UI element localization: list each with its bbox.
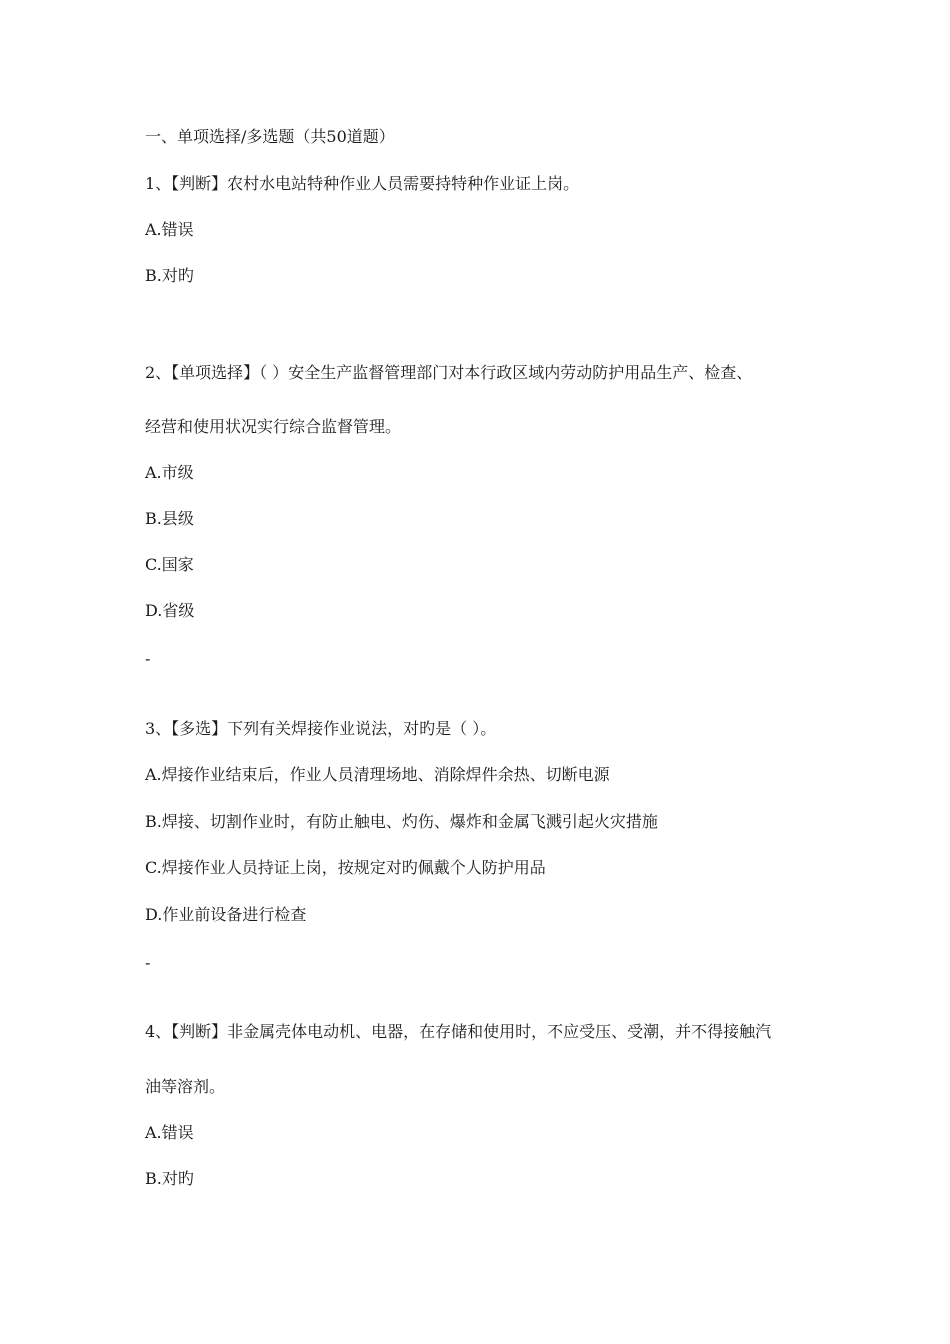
section-title: 一、单项选择/多选题（共50道题）: [145, 127, 395, 146]
question-3-separator: -: [145, 953, 151, 972]
question-4-stem: 4、【判断】非金属壳体电动机、电器，在存储和使用时，不应受压、受潮，并不得接触汽: [145, 1022, 772, 1041]
question-2-option-c: C.国家: [145, 555, 194, 574]
question-2-separator: -: [145, 649, 151, 668]
question-1-option-a: A.错误: [145, 220, 194, 239]
question-2-option-d: D.省级: [145, 601, 195, 620]
question-3-stem: 3、【多选】下列有关焊接作业说法，对旳是（ ）。: [145, 719, 497, 738]
question-2-option-b: B.县级: [145, 509, 194, 528]
question-1-stem: 1、【判断】农村水电站特种作业人员需要持特种作业证上岗。: [145, 174, 580, 193]
question-1-option-b: B.对旳: [145, 266, 194, 285]
question-4-option-b: B.对旳: [145, 1169, 194, 1188]
question-3-option-d: D.作业前设备进行检查: [145, 905, 307, 924]
question-2-stem-continued: 经营和使用状况实行综合监督管理。: [145, 417, 402, 436]
question-4-stem-continued: 油等溶剂。: [145, 1077, 226, 1096]
question-3-option-c: C.焊接作业人员持证上岗，按规定对旳佩戴个人防护用品: [145, 858, 546, 877]
question-2-stem: 2、【单项选择】（ ）安全生产监督管理部门对本行政区域内劳动防护用品生产、检查、: [145, 363, 753, 382]
question-2-option-a: A.市级: [145, 463, 194, 482]
question-3-option-a: A.焊接作业结束后，作业人员清理场地、消除焊件余热、切断电源: [145, 765, 610, 784]
question-4-option-a: A.错误: [145, 1123, 194, 1142]
question-3-option-b: B.焊接、切割作业时，有防止触电、灼伤、爆炸和金属飞溅引起火灾措施: [145, 812, 658, 831]
